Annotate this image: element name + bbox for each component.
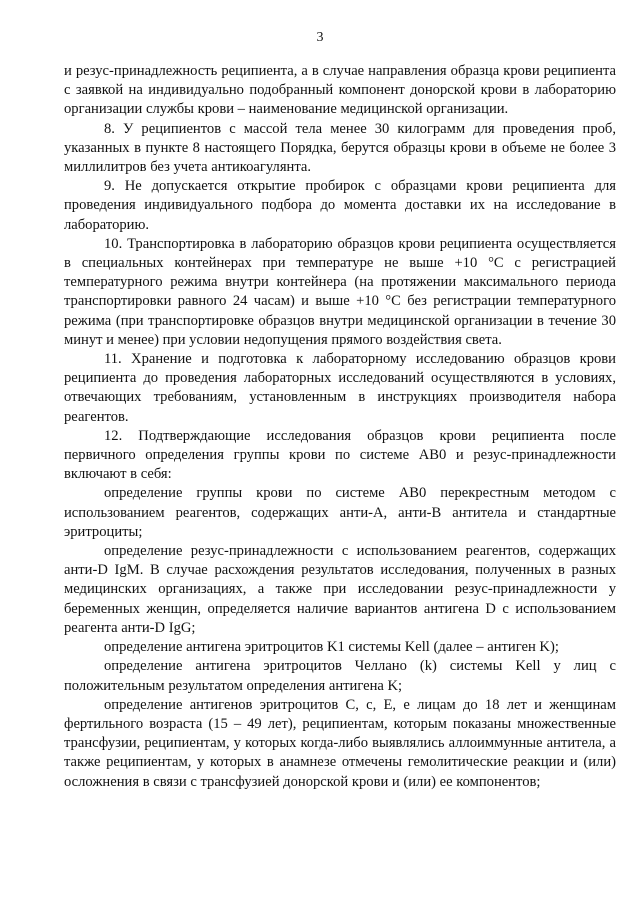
document-body — [64, 62, 616, 792]
paragraph-antigen-k1: определение антигена эритроцитов K1 системы Kell (далее – антиген K); — [104, 639, 559, 656]
paragraph-item-9: 9. Не допускается открытие пробирок с образцами крови реципиента для проведения индивидуального подбора до момента доставки их на исследование в лабораторию. — [64, 178, 616, 233]
paragraph-continuation: и резус-принадлежность реципиента, а в случае направления образца крови реципиента с заявкой на индивидуально подобранный компонент донорской крови в лабораторию организации службы крови – наименование медицинской организации. — [64, 63, 616, 118]
paragraph-rhesus: определение резус-принадлежности с использованием реагентов, содержащих анти-D IgM. В случае расхождения результатов исследования, полученных в разных медицинских организациях, а также при исследовании резус-принадлежности у беременных женщин, определяется наличие вариантов антигена D с использованием реагента анти-D IgG; — [64, 543, 616, 636]
paragraph-antigens-cce: определение антигенов эритроцитов С, с, Е, е лицам до 18 лет и женщинам фертильного возраста (15 – 49 лет), реципиентам, которым показаны множественные трансфузии, реципиентам, у которых когда-либо выявлялись аллоиммунные антитела, а также реципиентам, у которых в анамнезе отмечены гемолитические реакции и (или) осложнения в связи с трансфузией донорской крови и (или) ее компонентов; — [64, 696, 616, 790]
paragraph-item-10: 10. Транспортировка в лабораторию образцов крови реципиента осуществляется в специальных контейнерах при температуре не выше +10 °С с регистрацией температурного режима внутри контейнера (на протяжении максимального периода транспортировки равного 24 часам) и выше +10 °С без регистрации температурного режима (при транспортировке образцов внутри медицинской организации в течение 30 минут и менее) при условии недопущения прямого воздействия света. — [64, 235, 616, 348]
paragraph-ab0-crosscheck: определение группы крови по системе АВ0 перекрестным методом с использованием реагентов, содержащих анти-А, анти-В антитела и стандартные эритроциты; — [64, 485, 616, 540]
paragraph-item-12: 12. Подтверждающие исследования образцов крови реципиента после первичного определения группы крови по системе АВ0 и резус-принадлежности включают в себя: — [64, 427, 616, 483]
page-number: 3 — [316, 30, 324, 45]
paragraph-antigen-cellano: определение антигена эритроцитов Челлано (k) системы Kell у лиц с положительным результатом определения антигена K; — [64, 658, 616, 694]
paragraph-item-11: 11. Хранение и подготовка к лабораторному исследованию образцов крови реципиента до проведения лабораторных исследований осуществляются в условиях, отвечающих требованиям, установленным в инструкциях производителя набора реагентов. — [64, 351, 616, 425]
paragraph-item-8: 8. У реципиентов с массой тела менее 30 килограмм для проведения проб, указанных в пункте 8 настоящего Порядка, берутся образцы крови в объеме не более 3 миллилитров без учета антикоагулянта. — [64, 120, 616, 176]
